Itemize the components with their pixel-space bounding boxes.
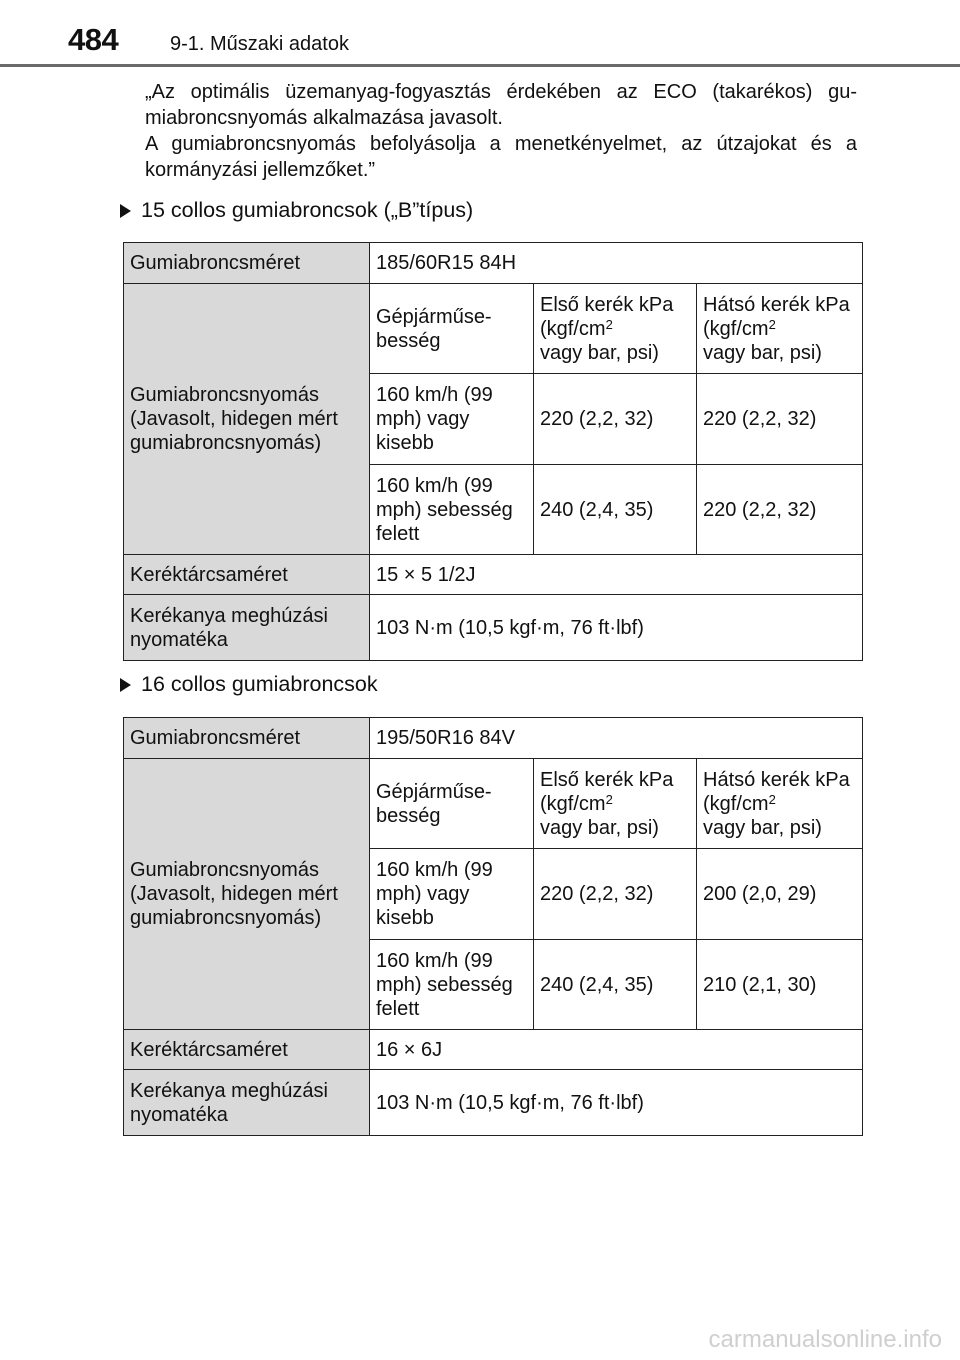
- rear-pressure-cell: 210 (2,1, 30): [697, 940, 863, 1030]
- rear-pressure-cell: 220 (2,2, 32): [697, 465, 863, 555]
- page-number: 484: [68, 22, 119, 57]
- table-row: [124, 759, 863, 849]
- table-row: [124, 284, 863, 374]
- header-divider: [0, 64, 960, 67]
- table-row: [124, 1070, 863, 1136]
- torque-label: Kerékanya meghúzási nyomatéka: [124, 595, 370, 661]
- rim-size-label: Keréktárcsaméret: [124, 1030, 370, 1070]
- front-pressure-cell: 220 (2,2, 32): [534, 374, 697, 465]
- speed-column-header: Gépjárműse-besség: [370, 759, 534, 849]
- speed-cell: 160 km/h (99 mph) sebesség felett: [370, 940, 534, 1030]
- speed-column-header: Gépjárműse-besség: [370, 284, 534, 374]
- front-pressure-cell: 240 (2,4, 35): [534, 465, 697, 555]
- rim-size-value: 15 × 5 1/2J: [370, 555, 863, 595]
- table-row: [124, 718, 863, 759]
- rim-size-label: Keréktárcsaméret: [124, 555, 370, 595]
- table-row: [124, 1030, 863, 1070]
- triangle-bullet-icon: [120, 678, 131, 692]
- pressure-label: Gumiabroncsnyomás (Javasolt, hidegen mért gumiabroncsnyomás): [124, 759, 370, 1030]
- intro-paragraph-2: A gumiabroncsnyomás befolyásolja a menetkényelmet, az útzajokat és a kormányzási jellemzőket.”: [145, 133, 857, 181]
- table-row: [124, 555, 863, 595]
- section-title: 9-1. Műszaki adatok: [170, 33, 349, 55]
- table-row: [124, 243, 863, 284]
- front-pressure-cell: 220 (2,2, 32): [534, 849, 697, 940]
- rear-pressure-cell: 200 (2,0, 29): [697, 849, 863, 940]
- watermark: carmanualsonline.info: [708, 1326, 942, 1353]
- torque-value: 103 N·m (10,5 kgf·m, 76 ft·lbf): [370, 1070, 863, 1136]
- tire-size-label: Gumiabroncsméret: [124, 718, 370, 759]
- section-heading-label: 16 collos gumiabroncsok: [141, 672, 378, 696]
- pressure-label: Gumiabroncsnyomás (Javasolt, hidegen mért gumiabroncsnyomás): [124, 284, 370, 555]
- tire-size-label: Gumiabroncsméret: [124, 243, 370, 284]
- speed-cell: 160 km/h (99 mph) vagy kisebb: [370, 374, 534, 465]
- section-heading-16in: [120, 672, 378, 697]
- rim-size-value: 16 × 6J: [370, 1030, 863, 1070]
- table-row: [124, 595, 863, 661]
- rear-column-header: Hátsó kerék kPa ($kgf/cm^2$ vagy bar, psi): [697, 759, 863, 849]
- torque-value: 103 N·m (10,5 kgf·m, 76 ft·lbf): [370, 595, 863, 661]
- section-heading-label: 15 collos gumiabroncsok („B”típus): [141, 198, 474, 222]
- page-header: [0, 0, 960, 70]
- front-column-header: Első kerék kPa ($kgf/cm^2$ vagy bar, psi): [534, 284, 697, 374]
- tire-size-value: 185/60R15 84H: [370, 243, 863, 284]
- front-pressure-cell: 240 (2,4, 35): [534, 940, 697, 1030]
- speed-cell: 160 km/h (99 mph) vagy kisebb: [370, 849, 534, 940]
- torque-label: Kerékanya meghúzási nyomatéka: [124, 1070, 370, 1136]
- triangle-bullet-icon: [120, 204, 131, 218]
- intro-text: [145, 79, 857, 183]
- spec-table-16in: [123, 717, 863, 1136]
- tire-size-value: 195/50R16 84V: [370, 718, 863, 759]
- intro-paragraph-1: „Az optimális üzemanyag-fogyasztás érdekében az ECO (takarékos) gu-miabroncsnyomás alkalmazása javasolt.: [145, 81, 857, 129]
- front-column-header: Első kerék kPa ($kgf/cm^2$ vagy bar, psi): [534, 759, 697, 849]
- rear-column-header: Hátsó kerék kPa ($kgf/cm^2$ vagy bar, psi): [697, 284, 863, 374]
- section-heading-15in: [120, 198, 473, 223]
- spec-table-15in: [123, 242, 863, 661]
- speed-cell: 160 km/h (99 mph) sebesség felett: [370, 465, 534, 555]
- rear-pressure-cell: 220 (2,2, 32): [697, 374, 863, 465]
